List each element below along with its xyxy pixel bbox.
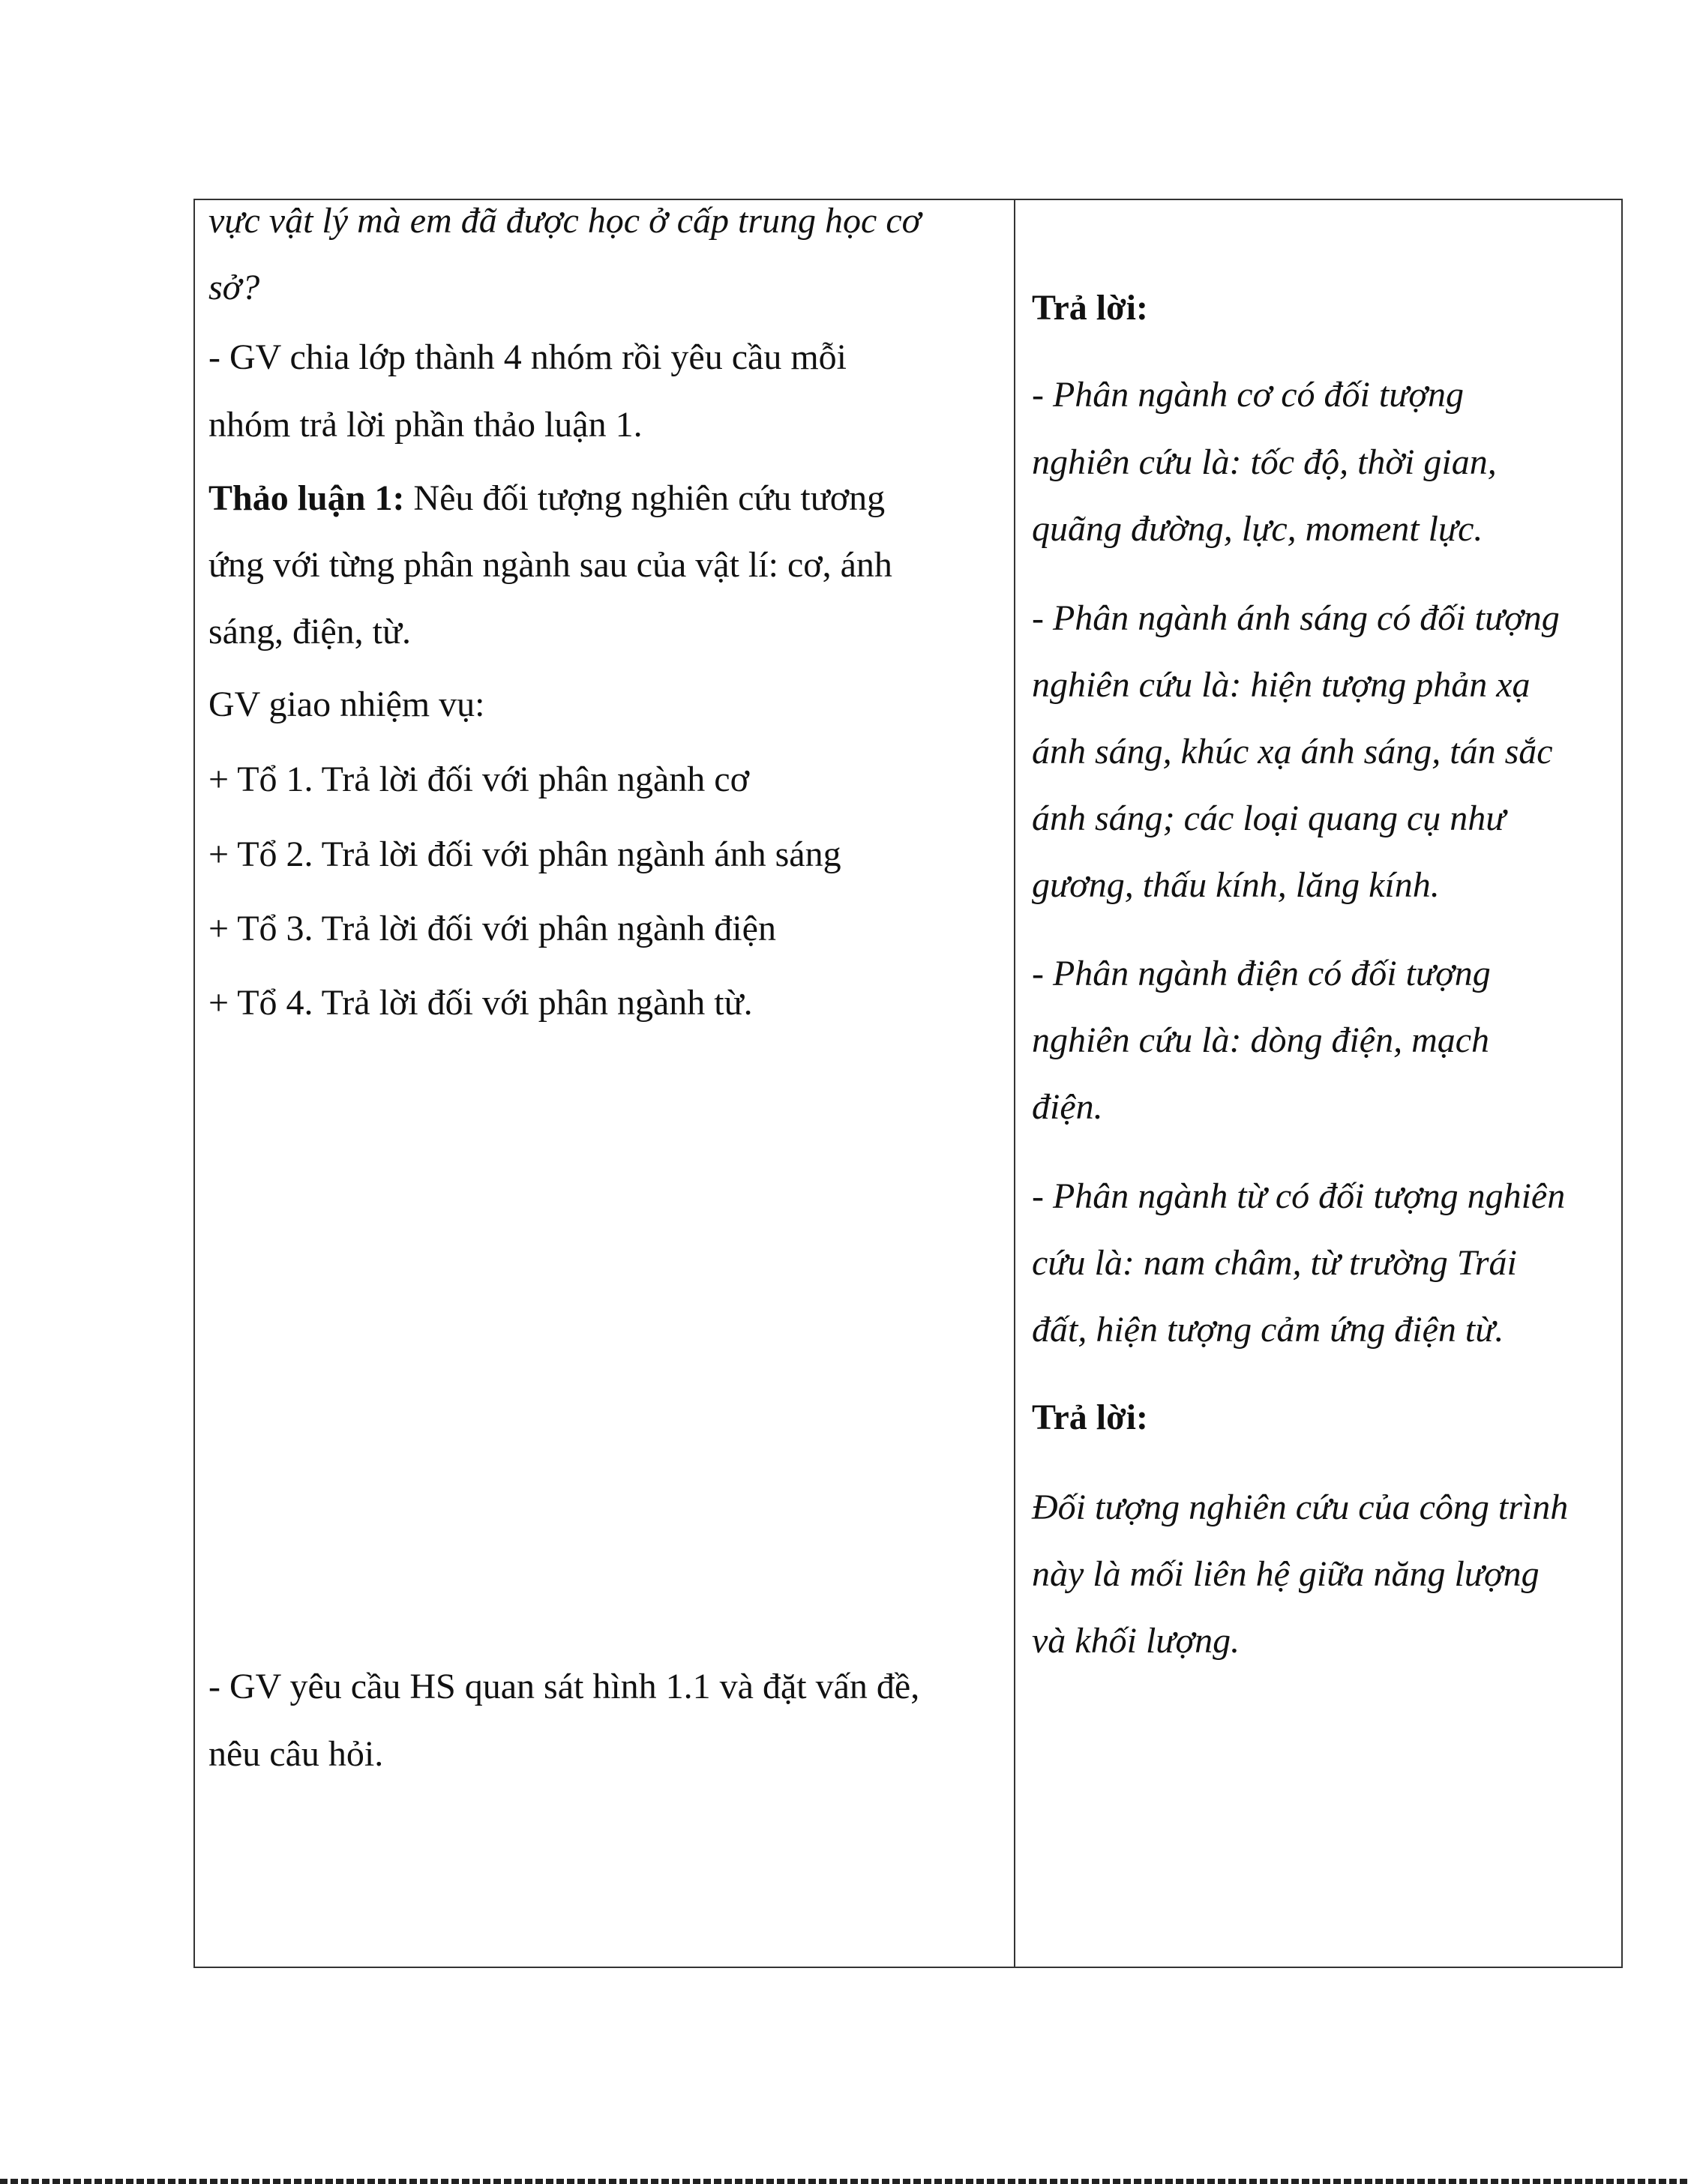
page-bottom-rule xyxy=(0,2179,1688,2184)
answer-line: - Phân ngành ánh sáng có đối tượng xyxy=(1032,598,1560,638)
text-line: sở? xyxy=(208,268,260,307)
text-line: - GV chia lớp thành 4 nhóm rồi yêu cầu mỗi xyxy=(208,337,847,377)
answer-line: ánh sáng, khúc xạ ánh sáng, tán sắc xyxy=(1032,732,1553,771)
answer-line: này là mối liên hệ giữa năng lượng xyxy=(1032,1554,1540,1594)
text-line: vực vật lý mà em đã được học ở cấp trung học cơ xyxy=(208,201,922,241)
answer-line: nghiên cứu là: hiện tượng phản xạ xyxy=(1032,665,1531,705)
answer-line: - Phân ngành điện có đối tượng xyxy=(1032,954,1491,993)
text-line: ứng với từng phân ngành sau của vật lí: cơ, ánh xyxy=(208,545,892,585)
answer-line: cứu là: nam châm, từ trường Trái xyxy=(1032,1243,1517,1283)
student-answer-cell xyxy=(1032,200,1617,1967)
lesson-table xyxy=(193,199,1623,1968)
text-line: GV giao nhiệm vụ: xyxy=(208,685,485,724)
answer-line: - Phân ngành cơ có đối tượng xyxy=(1032,375,1464,415)
answer-line: nghiên cứu là: dòng điện, mạch xyxy=(1032,1020,1490,1060)
text-line: nhóm trả lời phần thảo luận 1. xyxy=(208,405,643,445)
answer-line: quãng đường, lực, moment lực. xyxy=(1032,509,1483,549)
discussion-label: Thảo luận 1: xyxy=(208,478,405,518)
task-item: + Tổ 2. Trả lời đối với phân ngành ánh sáng xyxy=(208,834,841,874)
task-item: + Tổ 1. Trả lời đối với phân ngành cơ xyxy=(208,759,749,799)
text-line: nêu câu hỏi. xyxy=(208,1734,384,1774)
answer-line: gương, thấu kính, lăng kính. xyxy=(1032,865,1440,905)
text-line: sáng, điện, từ. xyxy=(208,612,411,652)
answer-line: nghiên cứu là: tốc độ, thời gian, xyxy=(1032,442,1497,482)
answer-line: và khối lượng. xyxy=(1032,1621,1240,1661)
teacher-activity-cell xyxy=(208,200,1003,1967)
answer-line: Đối tượng nghiên cứu của công trình xyxy=(1032,1487,1569,1527)
answer-line: đất, hiện tượng cảm ứng điện từ. xyxy=(1032,1310,1504,1350)
task-item: + Tổ 3. Trả lời đối với phân ngành điện xyxy=(208,909,776,948)
discussion-text: Nêu đối tượng nghiên cứu tương xyxy=(404,478,886,518)
answer-heading: Trả lời: xyxy=(1032,288,1148,328)
answer-line: - Phân ngành từ có đối tượng nghiên xyxy=(1032,1176,1566,1216)
answer-line: ánh sáng; các loại quang cụ như xyxy=(1032,798,1506,838)
task-item: + Tổ 4. Trả lời đối với phân ngành từ. xyxy=(208,983,753,1023)
discussion-prompt xyxy=(208,478,885,520)
answer-heading: Trả lời: xyxy=(1032,1398,1148,1437)
answer-line: điện. xyxy=(1032,1087,1103,1127)
text-line: - GV yêu cầu HS quan sát hình 1.1 và đặt vấn đề, xyxy=(208,1667,920,1706)
column-divider xyxy=(1014,200,1015,1967)
